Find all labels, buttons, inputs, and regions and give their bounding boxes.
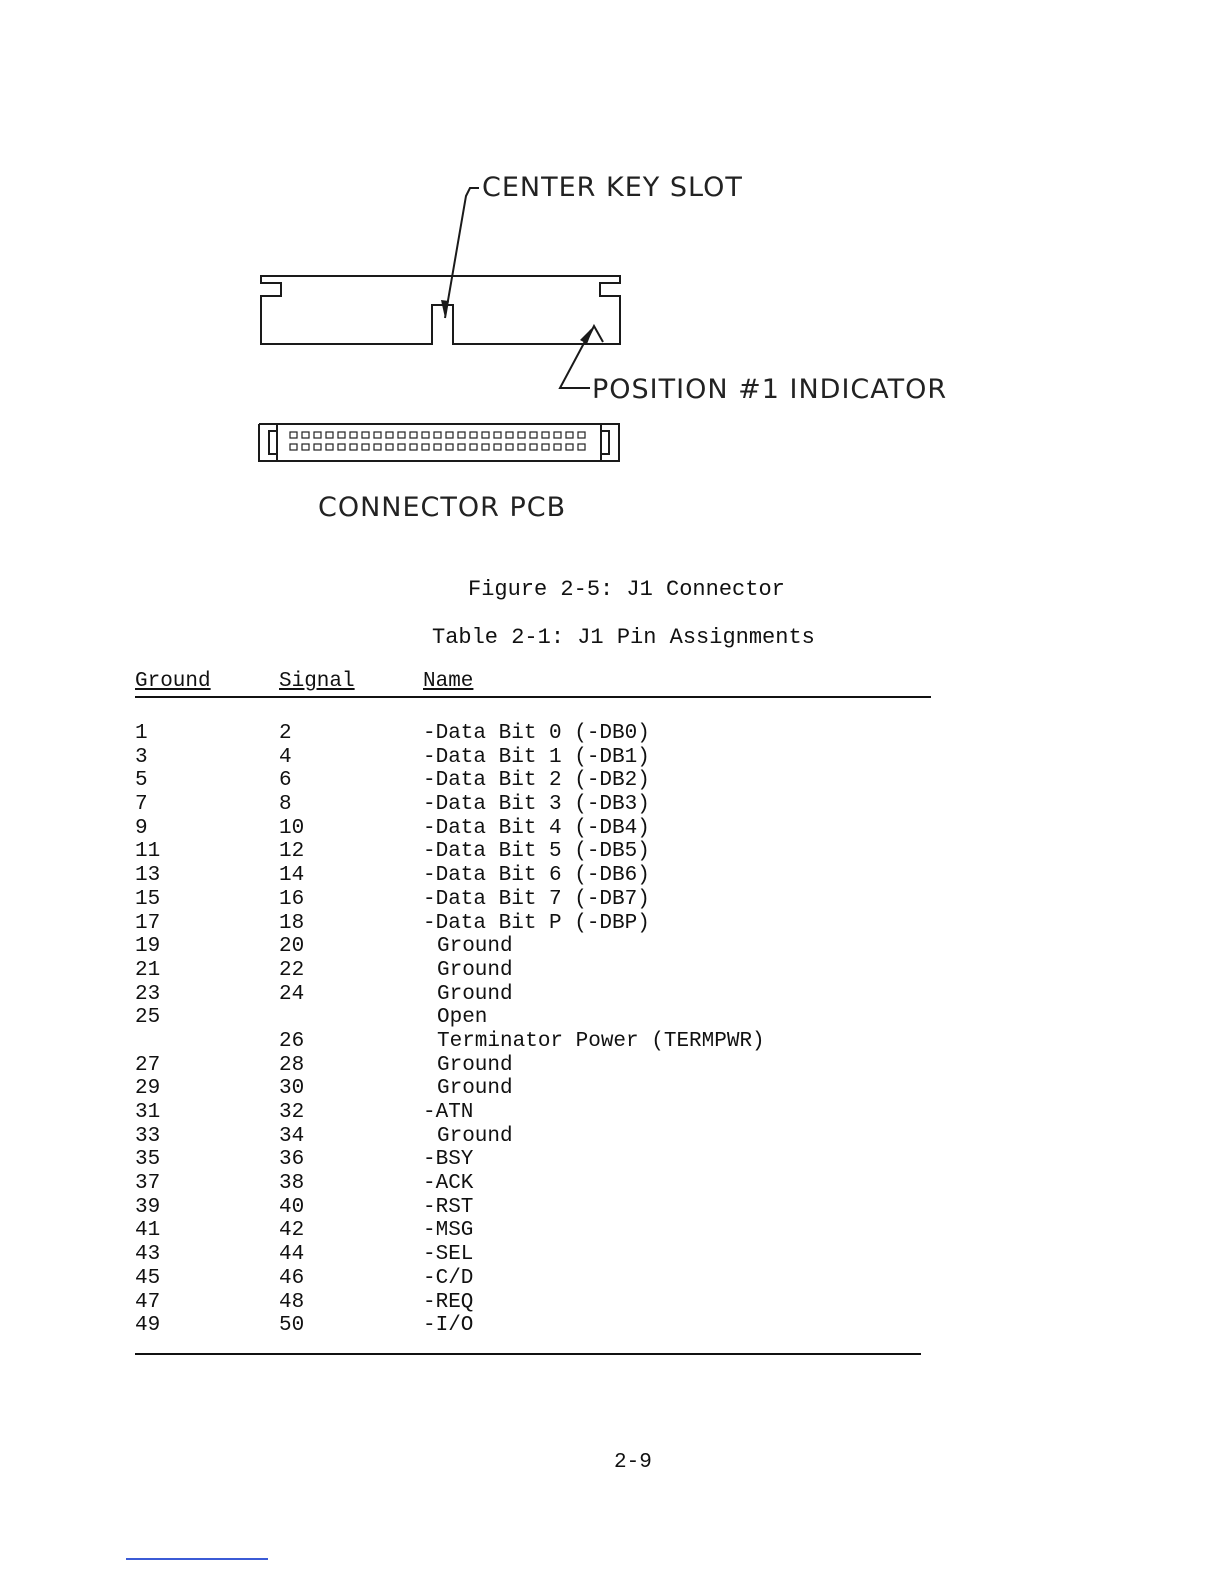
cell-signal: 32 xyxy=(279,1101,305,1124)
cell-signal: 2 xyxy=(279,722,292,745)
cell-name: Ground xyxy=(437,958,513,982)
connector-pin xyxy=(398,432,405,438)
cell-ground: 19 xyxy=(135,935,161,959)
table-body xyxy=(135,698,931,1338)
table-row xyxy=(135,1196,931,1220)
cell-name: -REQ xyxy=(423,1290,474,1314)
table-row xyxy=(135,1267,931,1291)
cell-signal: 36 xyxy=(279,1148,305,1172)
cell-signal: 34 xyxy=(279,1124,305,1148)
cell-name: Terminator Power (TERMPWR) xyxy=(437,1029,765,1053)
connector-pin xyxy=(482,444,489,450)
connector-pin xyxy=(530,444,537,450)
cell-name: -RST xyxy=(423,1195,474,1219)
connector-pin xyxy=(566,432,573,438)
header-ground: Ground xyxy=(135,670,211,693)
connector-pin xyxy=(542,432,549,438)
table-caption: Table 2-1: J1 Pin Assignments xyxy=(432,625,815,650)
cell-name: -MSG xyxy=(423,1219,474,1243)
center-key-slot-label: CENTER KEY SLOT xyxy=(482,172,743,203)
cell-ground: 9 xyxy=(135,816,148,840)
cell-ground: 43 xyxy=(135,1243,161,1267)
connector-pin xyxy=(506,432,513,438)
cell-signal: 4 xyxy=(279,745,292,769)
key-slot-arrowhead xyxy=(441,300,449,318)
cell-signal: 16 xyxy=(279,887,305,911)
cell-signal: 20 xyxy=(279,935,305,959)
table-row xyxy=(135,888,931,912)
cell-signal: 24 xyxy=(279,982,305,1006)
position-indicator-arrowhead xyxy=(580,326,594,344)
cell-ground: 13 xyxy=(135,864,161,888)
cell-ground: 3 xyxy=(135,745,148,769)
table-row xyxy=(135,1125,931,1149)
connector-pin xyxy=(290,432,297,438)
table-header xyxy=(135,668,931,698)
connector-pcb-body xyxy=(277,424,601,461)
j1-connector-figure xyxy=(0,0,1224,540)
cell-name: -Data Bit 1 (-DB1) xyxy=(423,745,650,769)
connector-pin xyxy=(374,432,381,438)
table-row xyxy=(135,1314,931,1338)
connector-pin xyxy=(422,444,429,450)
cell-name: Ground xyxy=(437,935,513,959)
cell-name: -Data Bit 5 (-DB5) xyxy=(423,840,650,864)
connector-pin xyxy=(302,432,309,438)
cell-name: -ATN xyxy=(423,1101,474,1124)
cell-ground: 23 xyxy=(135,982,161,1006)
cell-ground: 31 xyxy=(135,1101,161,1124)
cell-name: Ground xyxy=(437,1053,513,1077)
cell-ground: 49 xyxy=(135,1314,161,1338)
header-signal: Signal xyxy=(279,670,355,693)
cell-ground: 25 xyxy=(135,1006,161,1030)
cell-name: -SEL xyxy=(423,1243,474,1267)
connector-pin xyxy=(470,444,477,450)
table-row xyxy=(135,769,931,793)
cell-name: -Data Bit 6 (-DB6) xyxy=(423,864,650,888)
connector-pin xyxy=(542,444,549,450)
cell-ground: 5 xyxy=(135,769,148,793)
table-row xyxy=(135,1291,931,1315)
cell-ground: 27 xyxy=(135,1053,161,1077)
footnote-rule xyxy=(126,1558,268,1560)
table-row xyxy=(135,793,931,817)
cell-signal: 28 xyxy=(279,1053,305,1077)
cell-ground: 29 xyxy=(135,1077,161,1101)
cell-name: -I/O xyxy=(423,1314,474,1338)
connector-pin xyxy=(470,432,477,438)
connector-pcb-label: CONNECTOR PCB xyxy=(318,492,567,523)
cell-signal: 50 xyxy=(279,1314,305,1338)
connector-pin xyxy=(410,444,417,450)
cell-ground: 39 xyxy=(135,1195,161,1219)
table-row xyxy=(135,959,931,983)
connector-pin xyxy=(410,432,417,438)
page-number: 2-9 xyxy=(614,1451,652,1474)
cell-signal: 42 xyxy=(279,1219,305,1243)
cell-ground: 45 xyxy=(135,1266,161,1290)
table-row xyxy=(135,1148,931,1172)
connector-pin xyxy=(434,432,441,438)
table-row xyxy=(135,1172,931,1196)
table-row xyxy=(135,1006,931,1030)
cell-signal: 10 xyxy=(279,816,305,840)
position-indicator-label: POSITION #1 INDICATOR xyxy=(592,374,948,405)
cell-ground: 47 xyxy=(135,1290,161,1314)
connector-drawing xyxy=(0,0,1224,540)
table-row xyxy=(135,935,931,959)
connector-pin xyxy=(350,444,357,450)
cell-name: Ground xyxy=(437,1077,513,1101)
connector-pcb-outline xyxy=(259,424,619,461)
cell-ground: 35 xyxy=(135,1148,161,1172)
connector-pin xyxy=(398,444,405,450)
table-row xyxy=(135,912,931,936)
cell-ground: 1 xyxy=(135,722,148,745)
cell-ground: 17 xyxy=(135,911,161,935)
cell-ground: 21 xyxy=(135,958,161,982)
cell-ground: 15 xyxy=(135,887,161,911)
cell-signal: 40 xyxy=(279,1195,305,1219)
cell-signal: 38 xyxy=(279,1172,305,1196)
connector-pin xyxy=(314,432,321,438)
cell-name: Ground xyxy=(437,982,513,1006)
cell-name: -BSY xyxy=(423,1148,474,1172)
connector-pin-array xyxy=(290,432,585,450)
table-row xyxy=(135,840,931,864)
connector-pin xyxy=(518,432,525,438)
cell-signal: 26 xyxy=(279,1029,305,1053)
connector-pin xyxy=(554,444,561,450)
table-row xyxy=(135,1054,931,1078)
connector-pin xyxy=(350,432,357,438)
connector-pin xyxy=(302,444,309,450)
header-name: Name xyxy=(423,670,474,693)
connector-pin xyxy=(566,444,573,450)
table-row xyxy=(135,983,931,1007)
cell-ground: 41 xyxy=(135,1219,161,1243)
connector-pin xyxy=(326,444,333,450)
cell-name: -Data Bit 7 (-DB7) xyxy=(423,887,650,911)
cell-name: Open xyxy=(437,1006,488,1030)
table-row xyxy=(135,722,931,746)
table-row xyxy=(135,1219,931,1243)
key-slot-leader-line xyxy=(445,188,479,318)
connector-pin xyxy=(446,432,453,438)
cell-name: -Data Bit P (-DBP) xyxy=(423,911,650,935)
cell-name: -ACK xyxy=(423,1172,474,1196)
figure-caption: Figure 2-5: J1 Connector xyxy=(468,577,785,602)
table-row xyxy=(135,864,931,888)
cell-signal: 8 xyxy=(279,793,292,817)
connector-pin xyxy=(338,444,345,450)
cell-name: -Data Bit 0 (-DB0) xyxy=(423,722,650,745)
connector-pin xyxy=(554,432,561,438)
cell-ground: 7 xyxy=(135,793,148,817)
connector-pin xyxy=(434,444,441,450)
connector-pin xyxy=(374,444,381,450)
connector-pin xyxy=(362,444,369,450)
connector-pin xyxy=(446,444,453,450)
cell-name: -C/D xyxy=(423,1266,474,1290)
connector-pin xyxy=(362,432,369,438)
connector-pin xyxy=(338,432,345,438)
connector-pin xyxy=(458,444,465,450)
connector-pin xyxy=(386,432,393,438)
connector-pin xyxy=(458,432,465,438)
connector-housing xyxy=(261,276,620,344)
connector-pin xyxy=(506,444,513,450)
connector-pin xyxy=(578,444,585,450)
connector-pin xyxy=(494,444,501,450)
table-row xyxy=(135,1030,931,1054)
cell-signal: 48 xyxy=(279,1290,305,1314)
table-row xyxy=(135,746,931,770)
cell-signal: 46 xyxy=(279,1266,305,1290)
connector-pin xyxy=(530,432,537,438)
table-row xyxy=(135,1243,931,1267)
table-bottom-rule xyxy=(135,1353,921,1355)
cell-signal: 22 xyxy=(279,958,305,982)
connector-pin xyxy=(482,432,489,438)
connector-pin xyxy=(494,432,501,438)
cell-name: Ground xyxy=(437,1124,513,1148)
connector-pin xyxy=(422,432,429,438)
connector-pin xyxy=(290,444,297,450)
cell-ground: 11 xyxy=(135,840,161,864)
pin-assignments-table xyxy=(135,668,931,1338)
cell-signal: 18 xyxy=(279,911,305,935)
table-row xyxy=(135,1077,931,1101)
cell-signal: 30 xyxy=(279,1077,305,1101)
connector-pin xyxy=(386,444,393,450)
connector-pin xyxy=(518,444,525,450)
cell-signal: 12 xyxy=(279,840,305,864)
cell-name: -Data Bit 3 (-DB3) xyxy=(423,793,650,817)
connector-pin xyxy=(314,444,321,450)
cell-signal: 44 xyxy=(279,1243,305,1267)
cell-name: -Data Bit 2 (-DB2) xyxy=(423,769,650,793)
cell-ground: 37 xyxy=(135,1172,161,1196)
cell-signal: 6 xyxy=(279,769,292,793)
cell-ground: 33 xyxy=(135,1124,161,1148)
cell-signal: 14 xyxy=(279,864,305,888)
connector-pin xyxy=(326,432,333,438)
table-row xyxy=(135,817,931,841)
cell-name: -Data Bit 4 (-DB4) xyxy=(423,816,650,840)
table-row xyxy=(135,1101,931,1125)
connector-pin xyxy=(578,432,585,438)
